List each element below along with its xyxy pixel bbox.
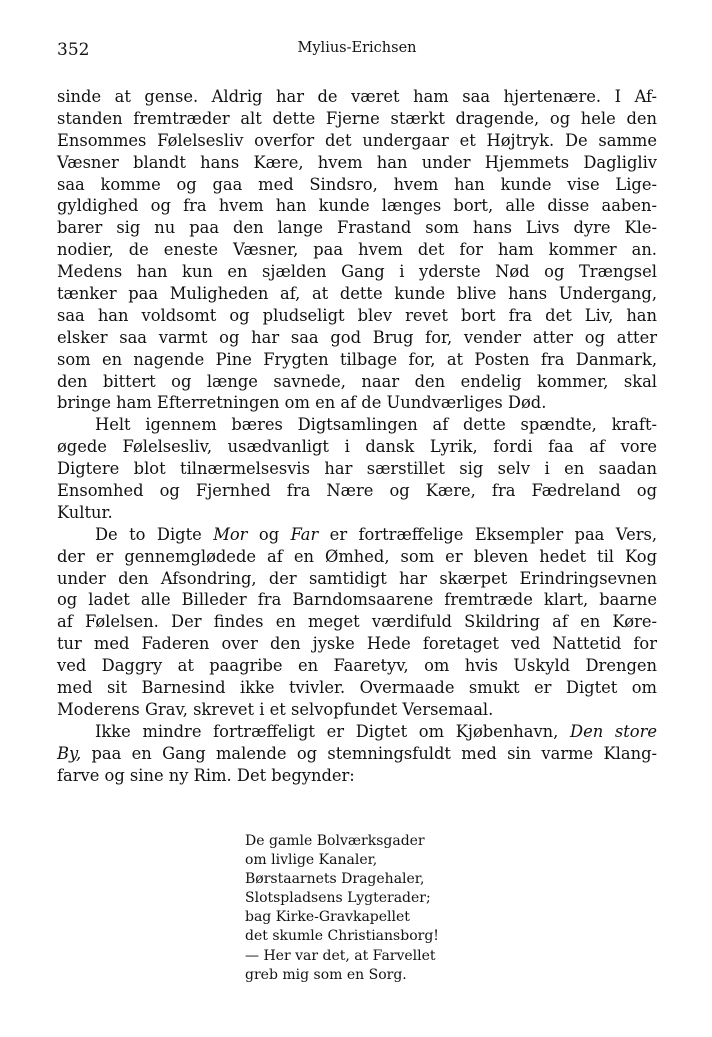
text-line: farve og sine ny Rim. Det begynder:	[57, 765, 355, 785]
body-text	[57, 86, 657, 787]
text-line: Digtere blot tilnærmelsesvis har særstillet sig selv i en saadan	[57, 459, 657, 479]
text-line: øgede Følelsesliv, usædvanligt i dansk Lyrik, fordi faa af vore	[57, 437, 657, 457]
text-line: barer sig nu paa den lange Frastand som hans Livs dyre Kle-	[57, 218, 657, 238]
verse-line: bag Kirke-Gravkapellet	[245, 909, 410, 926]
text-line	[57, 524, 657, 546]
text-line: gyldighed og fra hvem han kunde længes bort, alle disse aaben-	[57, 196, 657, 216]
page-number: 352	[57, 40, 90, 60]
text-run: og	[247, 524, 291, 544]
text-line: Medens han kun en sjælden Gang i yderste Nød og Trængsel	[57, 262, 657, 282]
text-line: bringe ham Efterretningen om en af de Uundværliges Død.	[57, 393, 547, 413]
text-line: Væsner blandt hans Kære, hvem han under Hjemmets Dagligliv	[57, 152, 657, 172]
text-line: nodier, de eneste Væsner, paa hvem det for ham kommer an.	[57, 240, 657, 260]
poem-title-mor: Mor	[213, 524, 248, 544]
text-line	[57, 721, 657, 743]
running-head: Mylius-Erichsen	[297, 40, 417, 56]
text-line: under den Afsondring, der samtidigt har skærpet Erindringsevnen	[57, 568, 657, 588]
poem-title-by: By,	[57, 743, 82, 763]
text-line: tænker paa Muligheden af, at dette kunde blive hans Undergang,	[57, 284, 657, 304]
poem-title-den-store: Den store	[570, 721, 658, 741]
verse-line: De gamle Bolværksgader	[245, 833, 425, 849]
text-line: saa han voldsomt og pludseligt blev revet bort fra det Liv, han	[57, 305, 657, 325]
poem-title-far: Far	[290, 524, 319, 544]
text-line: sinde at gense. Aldrig har de været ham saa hjertenære. I Af-	[57, 87, 657, 106]
text-run: De to Digte	[95, 524, 214, 544]
text-line: Helt igennem bæres Digtsamlingen af dette spændte, kraft-	[95, 415, 657, 435]
verse-quotation	[245, 832, 545, 985]
text-line: og ladet alle Billeder fra Barndomsaarene fremtræde klart, baarne	[57, 590, 657, 610]
text-line: Ensomhed og Fjernhed fra Nære og Kære, fra Fædreland og	[57, 481, 657, 501]
text-line: ved Daggry at paagribe en Faaretyv, om hvis Uskyld Drengen	[57, 656, 657, 676]
verse-line: — Her var det, at Farvellet	[245, 947, 436, 964]
verse-line: Slotspladsens Lygterader;	[245, 890, 431, 907]
verse-line: det skumle Christiansborg!	[245, 928, 439, 945]
text-line: saa komme og gaa med Sindsro, hvem han kunde vise Lige-	[57, 174, 657, 194]
text-line: den bittert og længe savnede, naar den endelig kommer, skal	[57, 371, 657, 391]
text-line	[57, 743, 657, 765]
text-line: Kultur.	[57, 502, 113, 522]
text-line: som en nagende Pine Frygten tilbage for, at Posten fra Danmark,	[57, 349, 657, 369]
text-line: med sit Barnesind ikke tvivler. Overmaade smukt er Digtet om	[57, 678, 657, 698]
text-line: af Følelsen. Der findes en meget værdifuld Skildring af en Køre-	[57, 612, 657, 632]
text-line: elsker saa varmt og har saa god Brug for, vender atter og atter	[57, 327, 657, 347]
verse-line: om livlige Kanaler,	[245, 852, 378, 869]
text-run: Ikke mindre fortræffeligt er Digtet om Kjøbenhavn,	[95, 721, 571, 741]
text-run: er fortræffelige Eksempler paa Vers,	[318, 524, 658, 544]
text-line: der er gennemglødede af en Ømhed, som er bleven hedet til Kog	[57, 546, 657, 566]
text-line: Ensommes Følelsesliv overfor det undergaar et Højtryk. De samme	[57, 130, 657, 150]
verse-line: greb mig som en Sorg.	[245, 966, 407, 983]
text-run: paa en Gang malende og stemningsfuldt med sin varme Klang-	[81, 743, 657, 763]
text-line: standen fremtræder alt dette Fjerne stærkt dragende, og hele den	[57, 108, 657, 128]
text-line: Moderens Grav, skrevet i et selvopfundet Versemaal.	[57, 699, 494, 719]
page-header	[57, 40, 657, 64]
text-line: tur med Faderen over den jyske Hede foretaget ved Nattetid for	[57, 634, 657, 654]
verse-line: Børstaarnets Dragehaler,	[245, 871, 425, 888]
